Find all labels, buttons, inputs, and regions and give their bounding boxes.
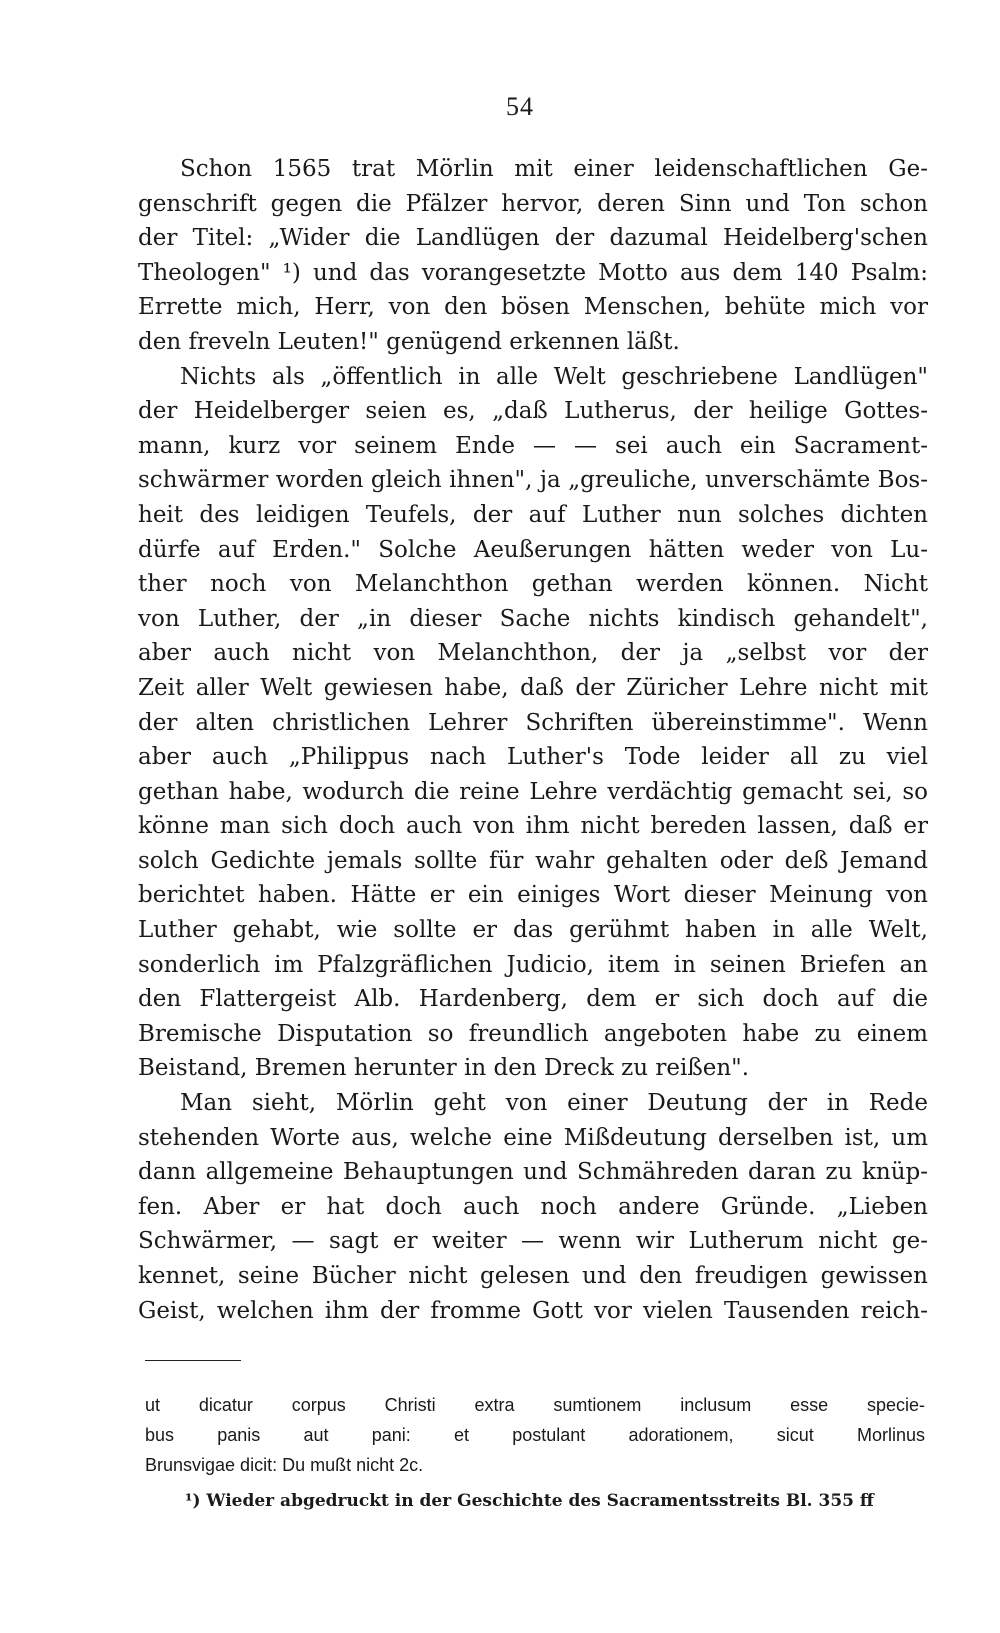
text-line: dürfe auf Erden." Solche Aeußerungen hätten weder von Lu- [138,536,928,563]
text-line: genschrift gegen die Pfälzer hervor, deren Sinn und Ton schon [138,190,928,217]
body-text [138,152,928,1328]
text-line: ther noch von Melanchthon gethan werden können. Nicht [138,571,928,598]
text-line: Luther gehabt, wie sollte er das gerühmt haben in alle Welt, [138,917,928,944]
text-line: berichtet haben. Hätte er ein einiges Wort dieser Meinung von [138,882,928,909]
text-line: aber auch nicht von Melanchthon, der ja „selbst vor der [138,640,928,667]
footnote-line: bus panis aut pani: et postulant adorationem, sicut Morlinus [145,1425,925,1445]
text-line: kennet, seine Bücher nicht gelesen und den freudigen gewissen [138,1263,928,1289]
text-line: könne man sich doch auch von ihm nicht bereden lassen, daß er [138,813,928,840]
text-line: Schwärmer, — sagt er weiter — wenn wir Lutherum nicht ge- [138,1228,928,1255]
text-line: Man sieht, Mörlin geht von einer Deutung der in Rede [180,1090,928,1117]
text-line: mann, kurz vor seinem Ende — — sei auch ein Sacrament- [138,432,928,459]
text-line: aber auch „Philippus nach Luther's Tode leider all zu viel [138,744,928,771]
footnotes [145,1390,925,1516]
footnote-1: ¹) Wieder abgedruckt in der Geschichte des Sacramentsstreits Bl. 355 ff [185,1491,874,1511]
text-line: der Titel: „Wider die Landlügen der dazumal Heidelberg'schen [138,225,928,252]
text-line: Zeit aller Welt gewiesen habe, daß der Züricher Lehre nicht mit [138,674,928,701]
text-line: solch Gedichte jemals sollte für wahr gehalten oder deß Jemand [138,847,928,874]
text-line: stehenden Worte aus, welche eine Mißdeutung derselben ist, um [138,1124,928,1151]
text-line: Beistand, Bremen herunter in den Dreck zu reißen". [138,1055,750,1082]
page-number: 54 [506,92,534,121]
text-line: der alten christlichen Lehrer Schriften übereinstimme". Wenn [138,709,928,736]
text-line: den freveln Leuten!" genügend erkennen läßt. [138,328,680,355]
text-line: Theologen" ¹) und das vorangesetzte Motto aus dem 140 Psalm: [138,259,928,286]
text-line: fen. Aber er hat doch auch noch andere Gründe. „Lieben [138,1193,928,1220]
text-line: Schon 1565 trat Mörlin mit einer leidenschaftlichen Ge- [180,156,928,182]
text-line: heit des leidigen Teufels, der auf Luther nun solches dichten [138,501,928,528]
text-line: Bremische Disputation so freundlich angeboten habe zu einem [138,1020,928,1047]
text-line: gethan habe, wodurch die reine Lehre verdächtig gemacht sei, so [138,778,928,805]
text-line: dann allgemeine Behauptungen und Schmähreden daran zu knüp- [138,1159,928,1186]
text-line: schwärmer worden gleich ihnen", ja „greuliche, unverschämte Bos- [138,467,928,494]
text-line: Geist, welchen ihm der fromme Gott vor vielen Tausenden reich- [138,1297,928,1324]
footnote-divider [145,1360,241,1361]
text-line: Nichts als „öffentlich in alle Welt geschriebene Landlügen" [180,363,928,390]
text-line: Errette mich, Herr, von den bösen Menschen, behüte mich vor [138,294,928,321]
text-line: den Flattergeist Alb. Hardenberg, dem er sich doch auf die [138,986,928,1013]
text-line: der Heidelberger seien es, „daß Lutherus, der heilige Gottes- [138,398,928,425]
text-line: von Luther, der „in dieser Sache nichts kindisch gehandelt", [138,605,928,632]
text-line: sonderlich im Pfalzgräflichen Judicio, item in seinen Briefen an [138,951,928,978]
footnote-line: ut dicatur corpus Christi extra sumtionem inclusum esse specie- [145,1395,925,1415]
footnote-line: Brunsvigae dicit: Du mußt nicht 2c. [145,1455,424,1475]
